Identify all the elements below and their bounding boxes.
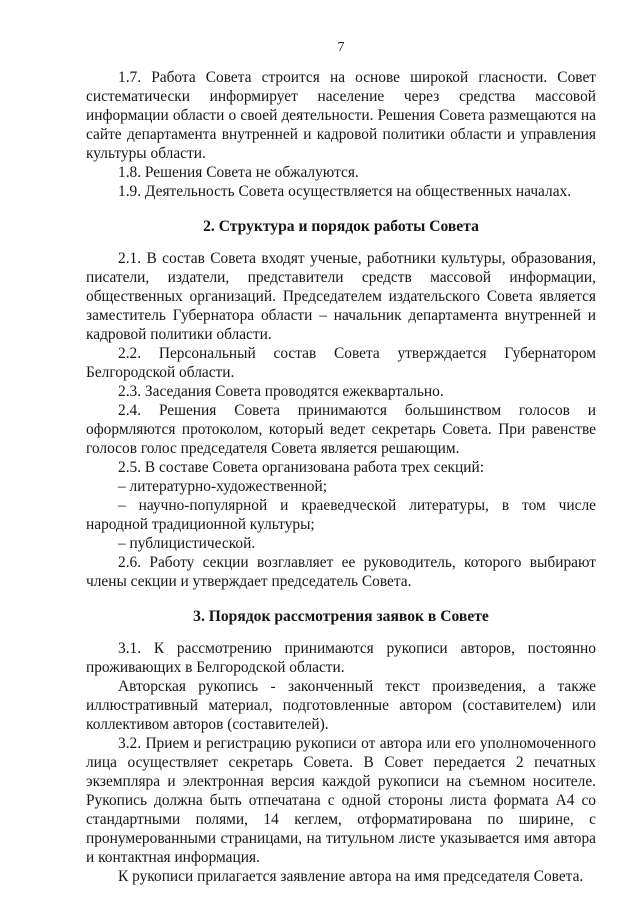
list-item-publicistic: – публицистической.	[118, 535, 256, 552]
paragraph-2-1: 2.1. В состав Совета входят ученые, работники культуры, образования, писатели, издатели, представители средств массовой информации, общественных организаций. Председателем издательского Совета является заместитель Губернатора области – начальник департамента внутренней и кадровой политики области.	[86, 250, 596, 343]
page-number: 7	[337, 40, 345, 55]
paragraph-3-1: 3.1. К рассмотрению принимаются рукописи авторов, постоянно проживающих в Белгородской области.	[86, 640, 596, 676]
section-2-body	[86, 249, 596, 591]
paragraph-2-2: 2.2. Персональный состав Совета утверждается Губернатором Белгородской области.	[86, 345, 596, 381]
list-item-popular-science: – научно-популярной и краеведческой литературы, в том числе народной традиционной культуры;	[86, 497, 596, 533]
section-3-body	[86, 639, 596, 886]
paragraph-1-8: 1.8. Решения Совета не обжалуются.	[118, 164, 359, 181]
paragraph-1-7: 1.7. Работа Совета строится на основе широкой гласности. Совет систематически информирует население через средства массовой информации области о своей деятельности. Решения Совета размещаются на сайте департамента внутренней и кадровой политики области и управления культуры области.	[86, 69, 596, 162]
paragraph-2-3: 2.3. Заседания Совета проводятся ежеквартально.	[118, 383, 444, 400]
paragraph-3-2: 3.2. Прием и регистрацию рукописи от автора или его уполномоченного лица осуществляет секретарь Совета. В Совет передается 2 печатных экземпляра и электронная версия каждой рукописи на съемном носителе. Рукопись должна быть отпечатана с одной стороны листа формата А4 со стандартными полями, 14 кеглем, отформатирована по ширине, с пронумерованными страницами, на титульном листе указывается имя автора и контактная информация.	[86, 735, 596, 866]
paragraph-application: К рукописи прилагается заявление автора на имя председателя Совета.	[118, 868, 584, 885]
section-1-tail	[86, 68, 596, 201]
paragraph-2-4: 2.4. Решения Совета принимаются большинством голосов и оформляются протоколом, который ведет секретарь Совета. При равенстве голосов голос председателя Совета является решающим.	[86, 402, 596, 457]
paragraph-1-9: 1.9. Деятельность Совета осуществляется на общественных началах.	[118, 183, 572, 200]
section-2-heading: 2. Структура и порядок работы Совета	[203, 218, 479, 235]
paragraph-manuscript-definition: Авторская рукопись - законченный текст произведения, а также иллюстративный материал, подготовленные автором (составителем) или коллективом авторов (составителей).	[86, 678, 596, 733]
paragraph-2-5: 2.5. В составе Совета организована работа трех секций:	[118, 459, 484, 476]
list-item-literary: – литературно-художественной;	[118, 478, 327, 495]
section-3-heading: 3. Порядок рассмотрения заявок в Совете	[193, 608, 489, 625]
paragraph-2-6: 2.6. Работу секции возглавляет ее руководитель, которого выбирают члены секции и утверждает председатель Совета.	[86, 554, 596, 590]
